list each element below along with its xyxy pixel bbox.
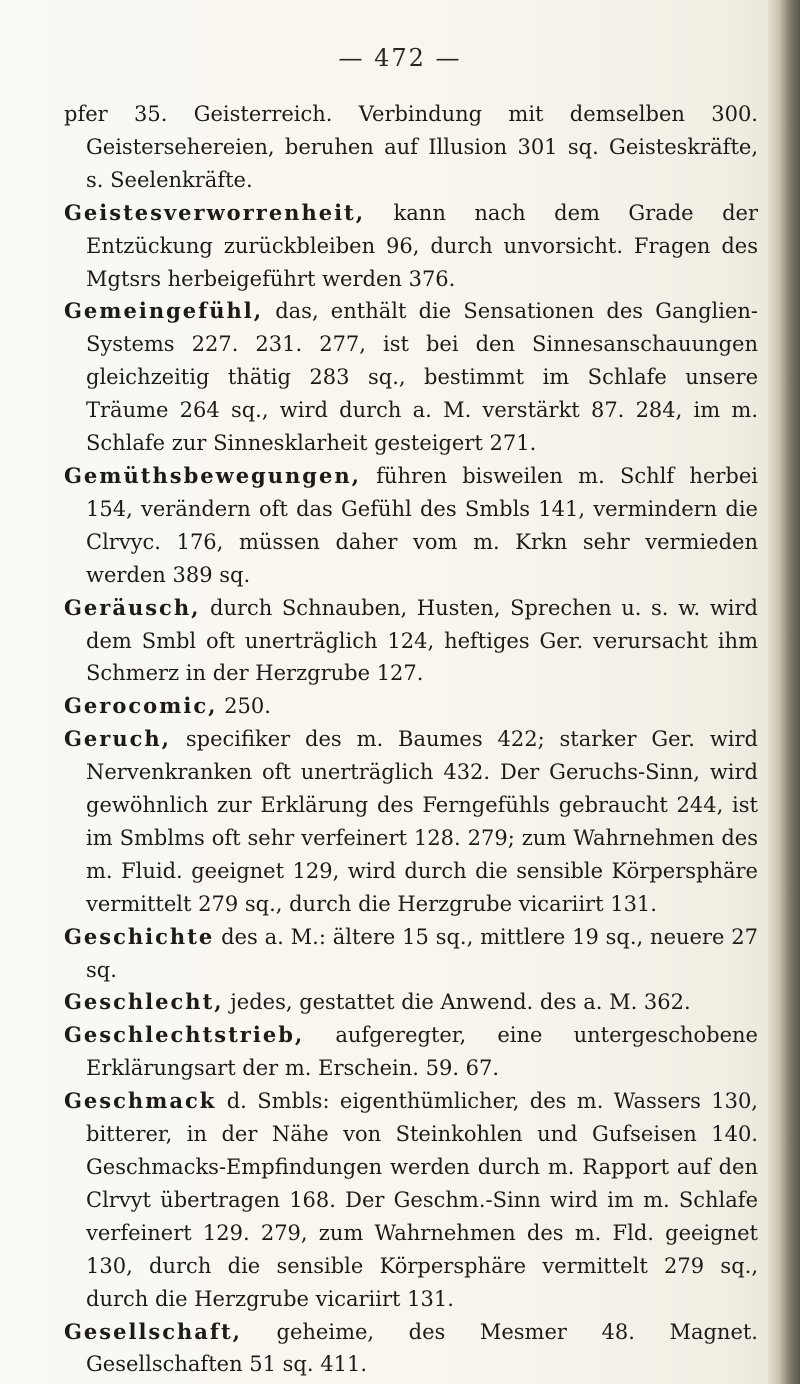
index-entry: [64, 1085, 758, 1315]
index-entry: [64, 592, 758, 691]
page-edge-shadow: [768, 0, 800, 1384]
entry-keyword: Gemeingefühl,: [64, 298, 264, 324]
entry-keyword: Geistesverworrenheit,: [64, 199, 366, 225]
entry-text: das, enthält die Sensationen des Ganglien-Systems 227. 231. 277, ist bei den Sinnesanschauungen gleichzeitig thätig 283 sq., bestimmt im Schlafe unsere Träume 264 sq., wird durch a. M. verstärkt 87. 284, im m. Schlafe zur Sinnesklarheit gesteigert 271.: [86, 299, 758, 456]
entry-keyword: Geschmack: [64, 1088, 217, 1114]
entry-text: pfer 35. Geisterreich. Verbindung mit demselben 300. Geistersehereien, beruhen auf Illusion 301 sq. Geisteskräfte, s. Seelenkräfte.: [64, 102, 758, 192]
entry-keyword: Gemüthsbewegungen,: [64, 462, 361, 488]
entry-text: geheime, des Mesmer 48. Magnet. Gesellschaften 51 sq. 411.: [86, 1319, 758, 1377]
entry-text: führen bisweilen m. Schlf herbei 154, verändern oft das Gefühl des Smbls 141, vermindern die Clrvyc. 176, müssen daher vom m. Krkn sehr vermieden werden 389 sq.: [86, 463, 758, 587]
entry-text: specifiker des m. Baumes 422; starker Ger. wird Nervenkranken oft unerträglich 432. Der Geruchs-Sinn, wird gewöhnlich zur Erklärung des Ferngefühls gebraucht 244, ist im Smblms oft sehr verfeinert 128. 279; zum Wahrnehmen des m. Fluid. geeignet 129, wird durch die sensible Körpersphäre vermittelt 279 sq., durch die Herzgrube vicariirt 131.: [86, 727, 758, 916]
entry-keyword: Gerocomic,: [64, 693, 218, 719]
index-column: [64, 98, 758, 1381]
entry-keyword: Geschichte: [64, 923, 215, 949]
entry-keyword: Geruch,: [64, 726, 171, 752]
index-entry: [64, 723, 758, 920]
entry-text: d. Smbls: eigenthümlicher, des m. Wassers 130, bitterer, in der Nähe von Steinkohlen und Gufseisen 140. Geschmacks-Empfindungen werden durch m. Rapport auf den Clrvyt übertragen 168. Der Geschm.-Sinn wird im m. Schlafe verfeinert 129. 279, zum Wahrnehmen des m. Fld. geeignet 130, durch die sensible Körpersphäre vermittelt 279 sq., durch die Herzgrube vicariirt 131.: [86, 1089, 758, 1311]
entry-text: des a. M.: ältere 15 sq., mittlere 19 sq., neuere 27 sq.: [86, 924, 758, 982]
index-entry: [64, 98, 758, 197]
index-entry: [64, 1019, 758, 1085]
index-entry: [64, 460, 758, 592]
entry-text: kann nach dem Grade der Entzückung zurückbleiben 96, durch unvorsicht. Fragen des Mgtsrs herbeigeführt werden 376.: [86, 200, 758, 291]
entry-text: 250.: [217, 694, 271, 719]
index-entry: [64, 1316, 758, 1382]
index-entry: [64, 197, 758, 296]
entry-keyword: Geschlechtstrieb,: [64, 1022, 305, 1048]
entry-text: jedes, gestattet die Anwend. des a. M. 362.: [223, 990, 691, 1015]
entry-text: durch Schnauben, Husten, Sprechen u. s. w. wird dem Smbl oft unerträglich 124, heftiges Ger. verursacht ihm Schmerz in der Herzgrube 127.: [86, 595, 758, 686]
entry-keyword: Geschlecht,: [64, 989, 224, 1015]
entry-keyword: Gesellschaft,: [64, 1318, 242, 1344]
index-entry: [64, 690, 758, 723]
index-entry: [64, 986, 758, 1019]
index-entry: [64, 295, 758, 460]
entry-text: aufgeregter, eine untergeschobene Erklärungsart der m. Erschein. 59. 67.: [86, 1023, 758, 1081]
index-entry: [64, 921, 758, 987]
entry-keyword: Geräusch,: [64, 594, 201, 620]
page-number: — 472 —: [338, 44, 462, 72]
